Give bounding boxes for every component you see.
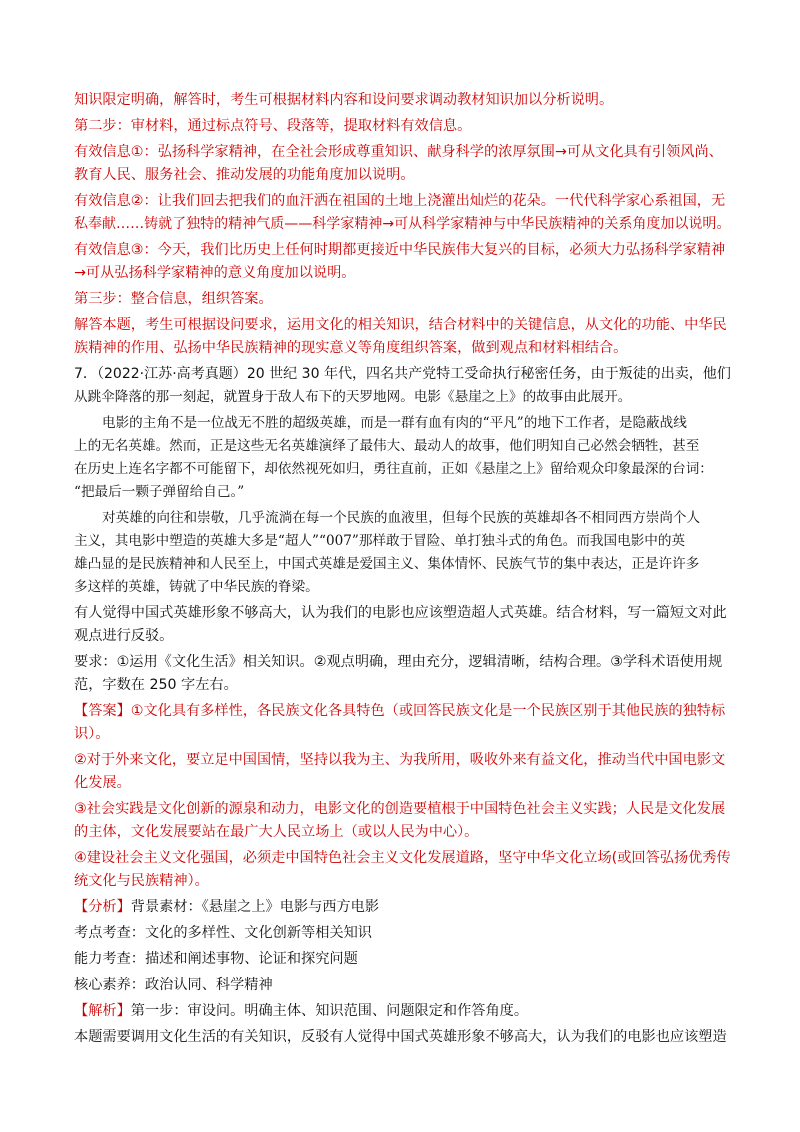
answer-line: 的主体，文化发展要站在最广大人民立场上（或以人民为中心）。 [74,824,479,840]
answer-line: 统文化与民族精神）。 [74,873,209,889]
answer-line: 化发展。 [74,775,131,791]
material-line: 多这样的英雄，铸就了中华民族的脊梁。 [74,579,319,595]
material-line: 对英雄的向往和崇敬，几乎流淌在每一个民族的血液里，但每个民族的英雄却各不相同西方崇尚个人 [102,510,701,526]
text-line: 私奉献……铸就了独特的精神气质——科学家精神→可从科学家精神与中华民族精神的关系角度加以说明。 [74,216,731,232]
step-heading: 第三步：整合信息，组织答案。 [74,291,273,307]
explain-text: 第一步：审设问。明确主体、知识范围、问题限定和作答角度。 [130,1003,529,1019]
material-line: 上的无名英雄。然而，正是这些无名英雄演绎了最伟大、最动人的故事，他们明知自己必然会牺牲，甚至 [74,438,700,454]
analysis-line: 核心素养：政治认同、科学精神 [74,977,273,993]
analysis-tag: 【分析】 [74,899,131,915]
material-line: 主义，其电影中塑造的英雄大多是“超人”“007”那样敢于冒险、单打独斗式的角色。而我国电影中的英 [74,533,686,549]
text-line: 有效信息①：弘扬科学家精神，在全社会形成尊重知识、献身科学的浓厚氛围→可从文化具有引领风尚、 [74,144,723,160]
task-line: 有人觉得中国式英雄形象不够高大，认为我们的电影也应该塑造超人式英雄。结合材料，写一篇短文对此 [74,605,727,621]
text-line: 解答本题，考生可根据设问要求，运用文化的相关知识，结合材料中的关键信息，从文化的功能、中华民 [74,317,727,333]
text-line: 有效信息②：让我们回去把我们的血汗洒在祖国的土地上浇灌出灿烂的花朵。一代代科学家心系祖国，无 [74,193,726,209]
material-line: 在历史上连名字都不可能留下，却依然视死如归，勇往直前，正如《悬崖之上》留给观众印象最深的台词： [74,461,713,477]
text-line: →可从弘扬科学家精神的意义角度加以说明。 [74,265,356,281]
answer-line [74,701,725,721]
answer-line: 识）。 [74,726,110,742]
material-line: 雄凸显的是民族精神和人民至上，中国式英雄是爱国主义、集体情怀、民族气节的集中表达，正是许许多 [74,556,700,572]
question-number-line: 7．（2022·江苏·高考真题）20 世纪 30 年代，四名共产党特工受命执行秘密任务，由于叛徒的出卖，他们 [74,366,731,382]
step-heading: 第二步：审材料，通过标点符号、段落等，提取材料有效信息。 [74,118,472,134]
material-line: 从跳伞降落的那一刻起，就置身于敌人布下的天罗地网。电影《悬崖之上》的故事由此展开。 [74,389,632,405]
analysis-line: 考点考查：文化的多样性、文化创新等相关知识 [74,925,372,941]
answer-tag: 【答案】 [74,703,131,719]
text-line: 知识限定明确，解答时，考生可根据材料内容和设问要求调动教材知识加以分析说明。 [74,92,614,108]
material-line: “把最后一颗子弹留给自己。” [74,484,245,500]
text-line: 族精神的作用、弘扬中华民族精神的现实意义等角度组织答案，做到观点和材料相结合。 [74,340,628,356]
text-line: 有效信息③：今天，我们比历史上任何时期都更接近中华民族伟大复兴的目标，必须大力弘扬科学家精神 [74,242,726,258]
analysis-line [74,897,379,917]
explain-line: 本题需要调用文化生活的有关知识，反驳有人觉得中国式英雄形象不够高大，认为我们的电影也应该塑造 [74,1029,727,1045]
answer-text: ①文化具有多样性，各民族文化各具特色（或回答民族文化是一个民族区别于其他民族的独特标 [130,703,726,719]
explain-line [74,1001,528,1021]
task-line: 观点进行反驳。 [74,628,174,644]
text-line: 教育人民、服务社会、推动发展的功能角度加以说明。 [74,167,415,183]
analysis-text: 背景素材：《悬崖之上》电影与西方电影 [130,899,380,915]
explain-tag: 【解析】 [74,1003,131,1019]
answer-line: ②对于外来文化，要立足中国国情，坚持以我为主、为我所用，吸收外来有益文化，推动当代中国电影文 [74,752,726,768]
answer-line: ④建设社会主义文化强国，必须走中国特色社会主义文化发展道路，坚守中华文化立场(或回答弘扬优秀传 [74,850,731,866]
answer-line: ③社会实践是文化创新的源泉和动力，电影文化的创造要植根于中国特色社会主义实践；人民是文化发展 [74,801,726,817]
material-line: 电影的主角不是一位战无不胜的超级英雄，而是一群有血有肉的“平凡”的地下工作者，是隐蔽战线 [102,415,687,431]
requirement-line: 范，字数在 250 字左右。 [74,677,238,693]
requirement-line: 要求：①运用《文化生活》相关知识。②观点明确，理由充分，逻辑清晰，结构合理。③学科术语使用规 [74,654,723,670]
analysis-line: 能力考查：描述和阐述事物、论证和探究问题 [74,951,358,967]
